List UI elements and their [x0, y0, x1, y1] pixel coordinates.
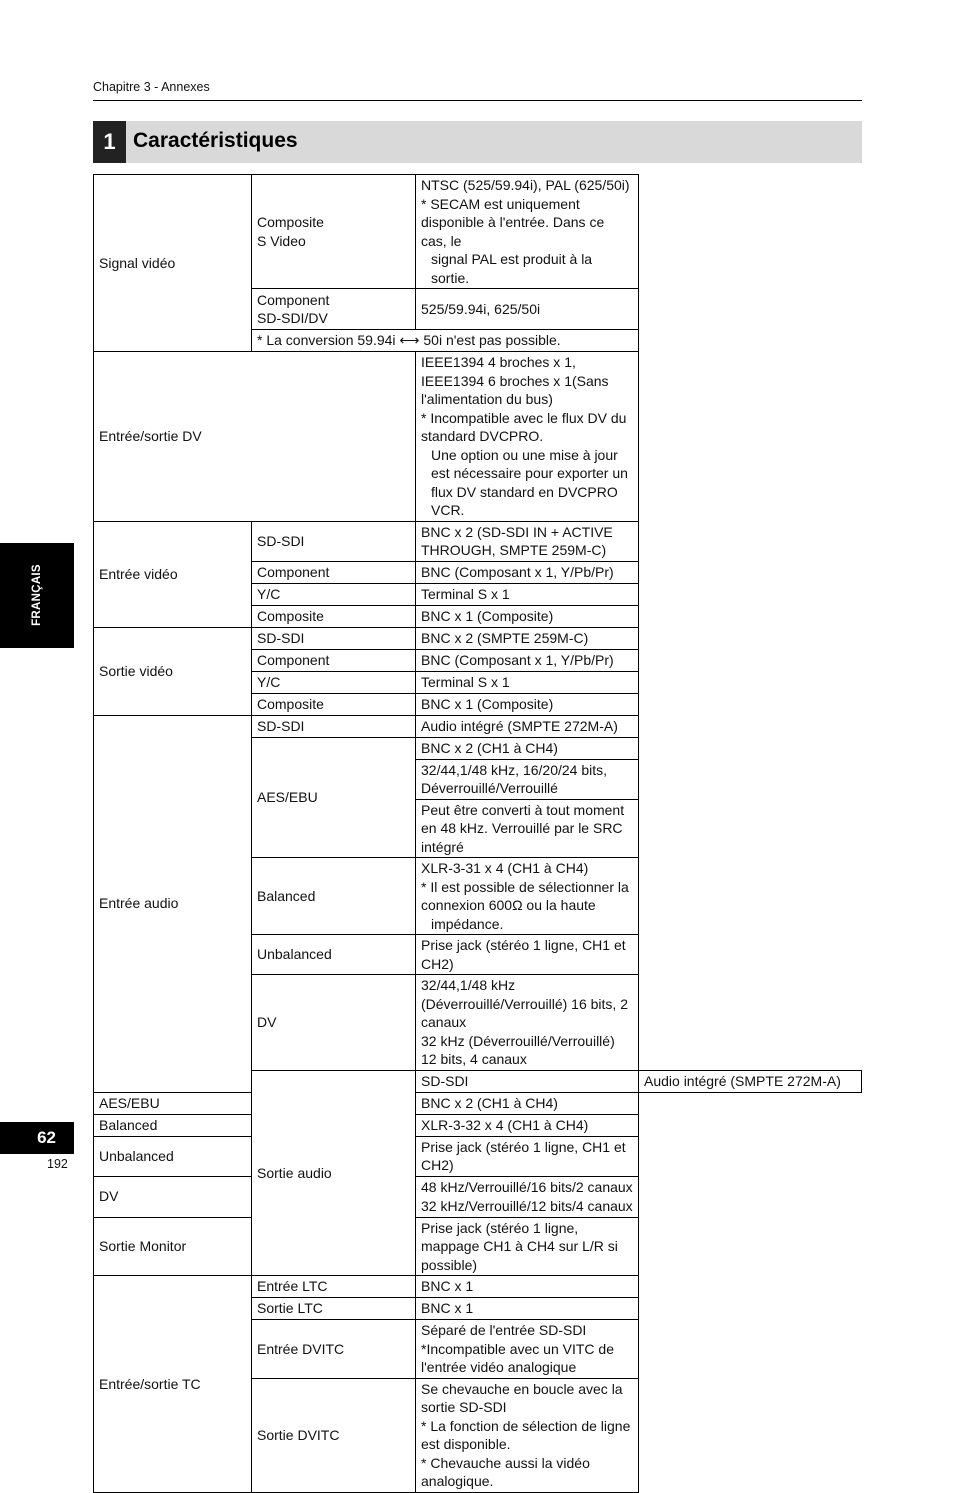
category-label: Sortie vidéo [94, 627, 252, 715]
spec-value: Terminal S x 1 [416, 583, 639, 605]
spec-line: Une option ou une mise à jour est nécessaire pour exporter un [431, 446, 628, 481]
spec-line: * Il est possible de sélectionner la connexion 600Ω ou la haute [421, 878, 629, 913]
category-label: Signal vidéo [94, 175, 252, 352]
spec-value: Terminal S x 1 [416, 671, 639, 693]
sub-label: Unbalanced [94, 1136, 252, 1176]
table-row [94, 521, 862, 561]
spec-value: BNC (Composant x 1, Y/Pb/Pr) [416, 561, 639, 583]
section-title: Caractéristiques [133, 129, 298, 152]
sub-label: Composite [252, 605, 416, 627]
spec-line: l'alimentation du bus) [421, 391, 553, 407]
table-row [94, 1217, 862, 1276]
sub-label: DV [94, 1176, 252, 1217]
table-row [94, 352, 862, 522]
spec-value: Peut être converti à tout moment en 48 kHz. Verrouillé par le SRC intégré [416, 799, 639, 858]
spec-value: Se chevauche en boucle avec la sortie SD-SDI * La fonction de sélection de ligne est disponible. * Chevauche aussi la vidéo analogique. [416, 1378, 639, 1492]
spec-value: BNC x 1 (Composite) [416, 605, 639, 627]
category-label: Sortie audio [252, 1070, 416, 1276]
sub-label: Entrée LTC [252, 1276, 416, 1298]
spec-value: XLR-3-32 x 4 (CH1 à CH4) [416, 1114, 639, 1136]
sub-label: SD-SDI [252, 521, 416, 561]
spec-value [416, 858, 639, 935]
sub-label: SD-SDI [252, 627, 416, 649]
language-side-tab [0, 543, 74, 648]
spec-value: BNC x 2 (SMPTE 259M-C) [416, 627, 639, 649]
sub-label: Unbalanced [252, 935, 416, 975]
sub-label: DV [252, 975, 416, 1071]
category-label: Entrée/sortie TC [94, 1276, 252, 1493]
spec-value: BNC (Composant x 1, Y/Pb/Pr) [416, 649, 639, 671]
table-row [94, 1092, 862, 1114]
table-row [94, 1114, 862, 1136]
sub-label: AES/EBU [94, 1092, 252, 1114]
sub-label: Sortie DVITC [252, 1378, 416, 1492]
sub-label: Sortie Monitor [94, 1217, 252, 1276]
table-row [94, 1136, 862, 1176]
section-title-bar [93, 121, 862, 163]
table-row [94, 1276, 862, 1298]
spec-value: 525/59.94i, 625/50i [416, 289, 639, 330]
sub-label: AES/EBU [252, 737, 416, 858]
spec-value [416, 175, 639, 289]
sub-label: Component SD-SDI/DV [252, 289, 416, 330]
spec-value: BNC x 2 (CH1 à CH4) [416, 737, 639, 759]
spec-line: * SECAM est uniquement disponible à l'entrée. Dans ce cas, le [421, 195, 605, 249]
sub-label: Y/C [252, 583, 416, 605]
spec-value [416, 352, 639, 522]
spec-line: impédance. [431, 915, 504, 932]
spec-value: BNC x 1 (Composite) [416, 693, 639, 715]
sub-label: Component [252, 561, 416, 583]
sub-label: SD-SDI [252, 715, 416, 737]
spec-line: NTSC (525/59.94i), PAL (625/50i) [421, 177, 630, 193]
sub-label: Composite S Video [252, 175, 416, 289]
category-label: Entrée/sortie DV [94, 352, 416, 522]
specifications-table [93, 174, 862, 1493]
sub-label: Balanced [252, 858, 416, 935]
table-row [94, 627, 862, 649]
sub-label: SD-SDI [416, 1070, 639, 1092]
sub-label: Entrée DVITC [252, 1320, 416, 1379]
page-sub-number: 192 [47, 1157, 68, 1171]
conversion-note: * La conversion 59.94i ⟷ 50i n'est pas possible. [252, 330, 639, 352]
language-label: FRANÇAIS [31, 564, 43, 626]
page-number: 62 [0, 1122, 74, 1154]
spec-value: 32/44,1/48 kHz, 16/20/24 bits, Déverrouillé/Verrouillé [416, 759, 639, 799]
sub-label: Composite [252, 693, 416, 715]
chapter-header: Chapitre 3 - Annexes [93, 80, 862, 101]
spec-value: Prise jack (stéréo 1 ligne, CH1 et CH2) [416, 1136, 639, 1176]
spec-value: Audio intégré (SMPTE 272M-A) [639, 1070, 862, 1092]
spec-line: signal PAL est produit à la sortie. [431, 251, 593, 286]
table-row [94, 175, 862, 289]
spec-value: Séparé de l'entrée SD-SDI *Incompatible avec un VITC de l'entrée vidéo analogique [416, 1320, 639, 1379]
table-row [94, 1176, 862, 1217]
section-number: 1 [93, 121, 126, 163]
category-label: Entrée audio [94, 715, 252, 1092]
spec-value: Prise jack (stéréo 1 ligne, mappage CH1 à CH4 sur L/R si possible) [416, 1217, 639, 1276]
sub-label: Balanced [94, 1114, 252, 1136]
sub-label: Y/C [252, 671, 416, 693]
sub-label: Sortie LTC [252, 1298, 416, 1320]
category-label: Entrée vidéo [94, 521, 252, 627]
table-row [94, 715, 862, 737]
spec-line: flux DV standard en DVCPRO VCR. [431, 483, 618, 518]
spec-value: BNC x 2 (SD-SDI IN + ACTIVE THROUGH, SMPTE 259M-C) [416, 521, 639, 561]
spec-value: 48 kHz/Verrouillé/16 bits/2 canaux 32 kHz/Verrouillé/12 bits/4 canaux [416, 1176, 639, 1217]
spec-value: 32/44,1/48 kHz (Déverrouillé/Verrouillé) 16 bits, 2 canaux 32 kHz (Déverrouillé/Verrouillé) 12 bits, 4 canaux [416, 975, 639, 1071]
spec-value: BNC x 2 (CH1 à CH4) [416, 1092, 639, 1114]
spec-line: XLR-3-31 x 4 (CH1 à CH4) [421, 860, 589, 876]
spec-value: BNC x 1 [416, 1298, 639, 1320]
spec-line: IEEE1394 4 broches x 1, IEEE1394 6 broches x 1(Sans [421, 354, 609, 389]
sub-label: Component [252, 649, 416, 671]
spec-value: Prise jack (stéréo 1 ligne, CH1 et CH2) [416, 935, 639, 975]
spec-line: * Incompatible avec le flux DV du standard DVCPRO. [421, 409, 627, 444]
spec-value: BNC x 1 [416, 1276, 639, 1298]
spec-value: Audio intégré (SMPTE 272M-A) [416, 715, 639, 737]
